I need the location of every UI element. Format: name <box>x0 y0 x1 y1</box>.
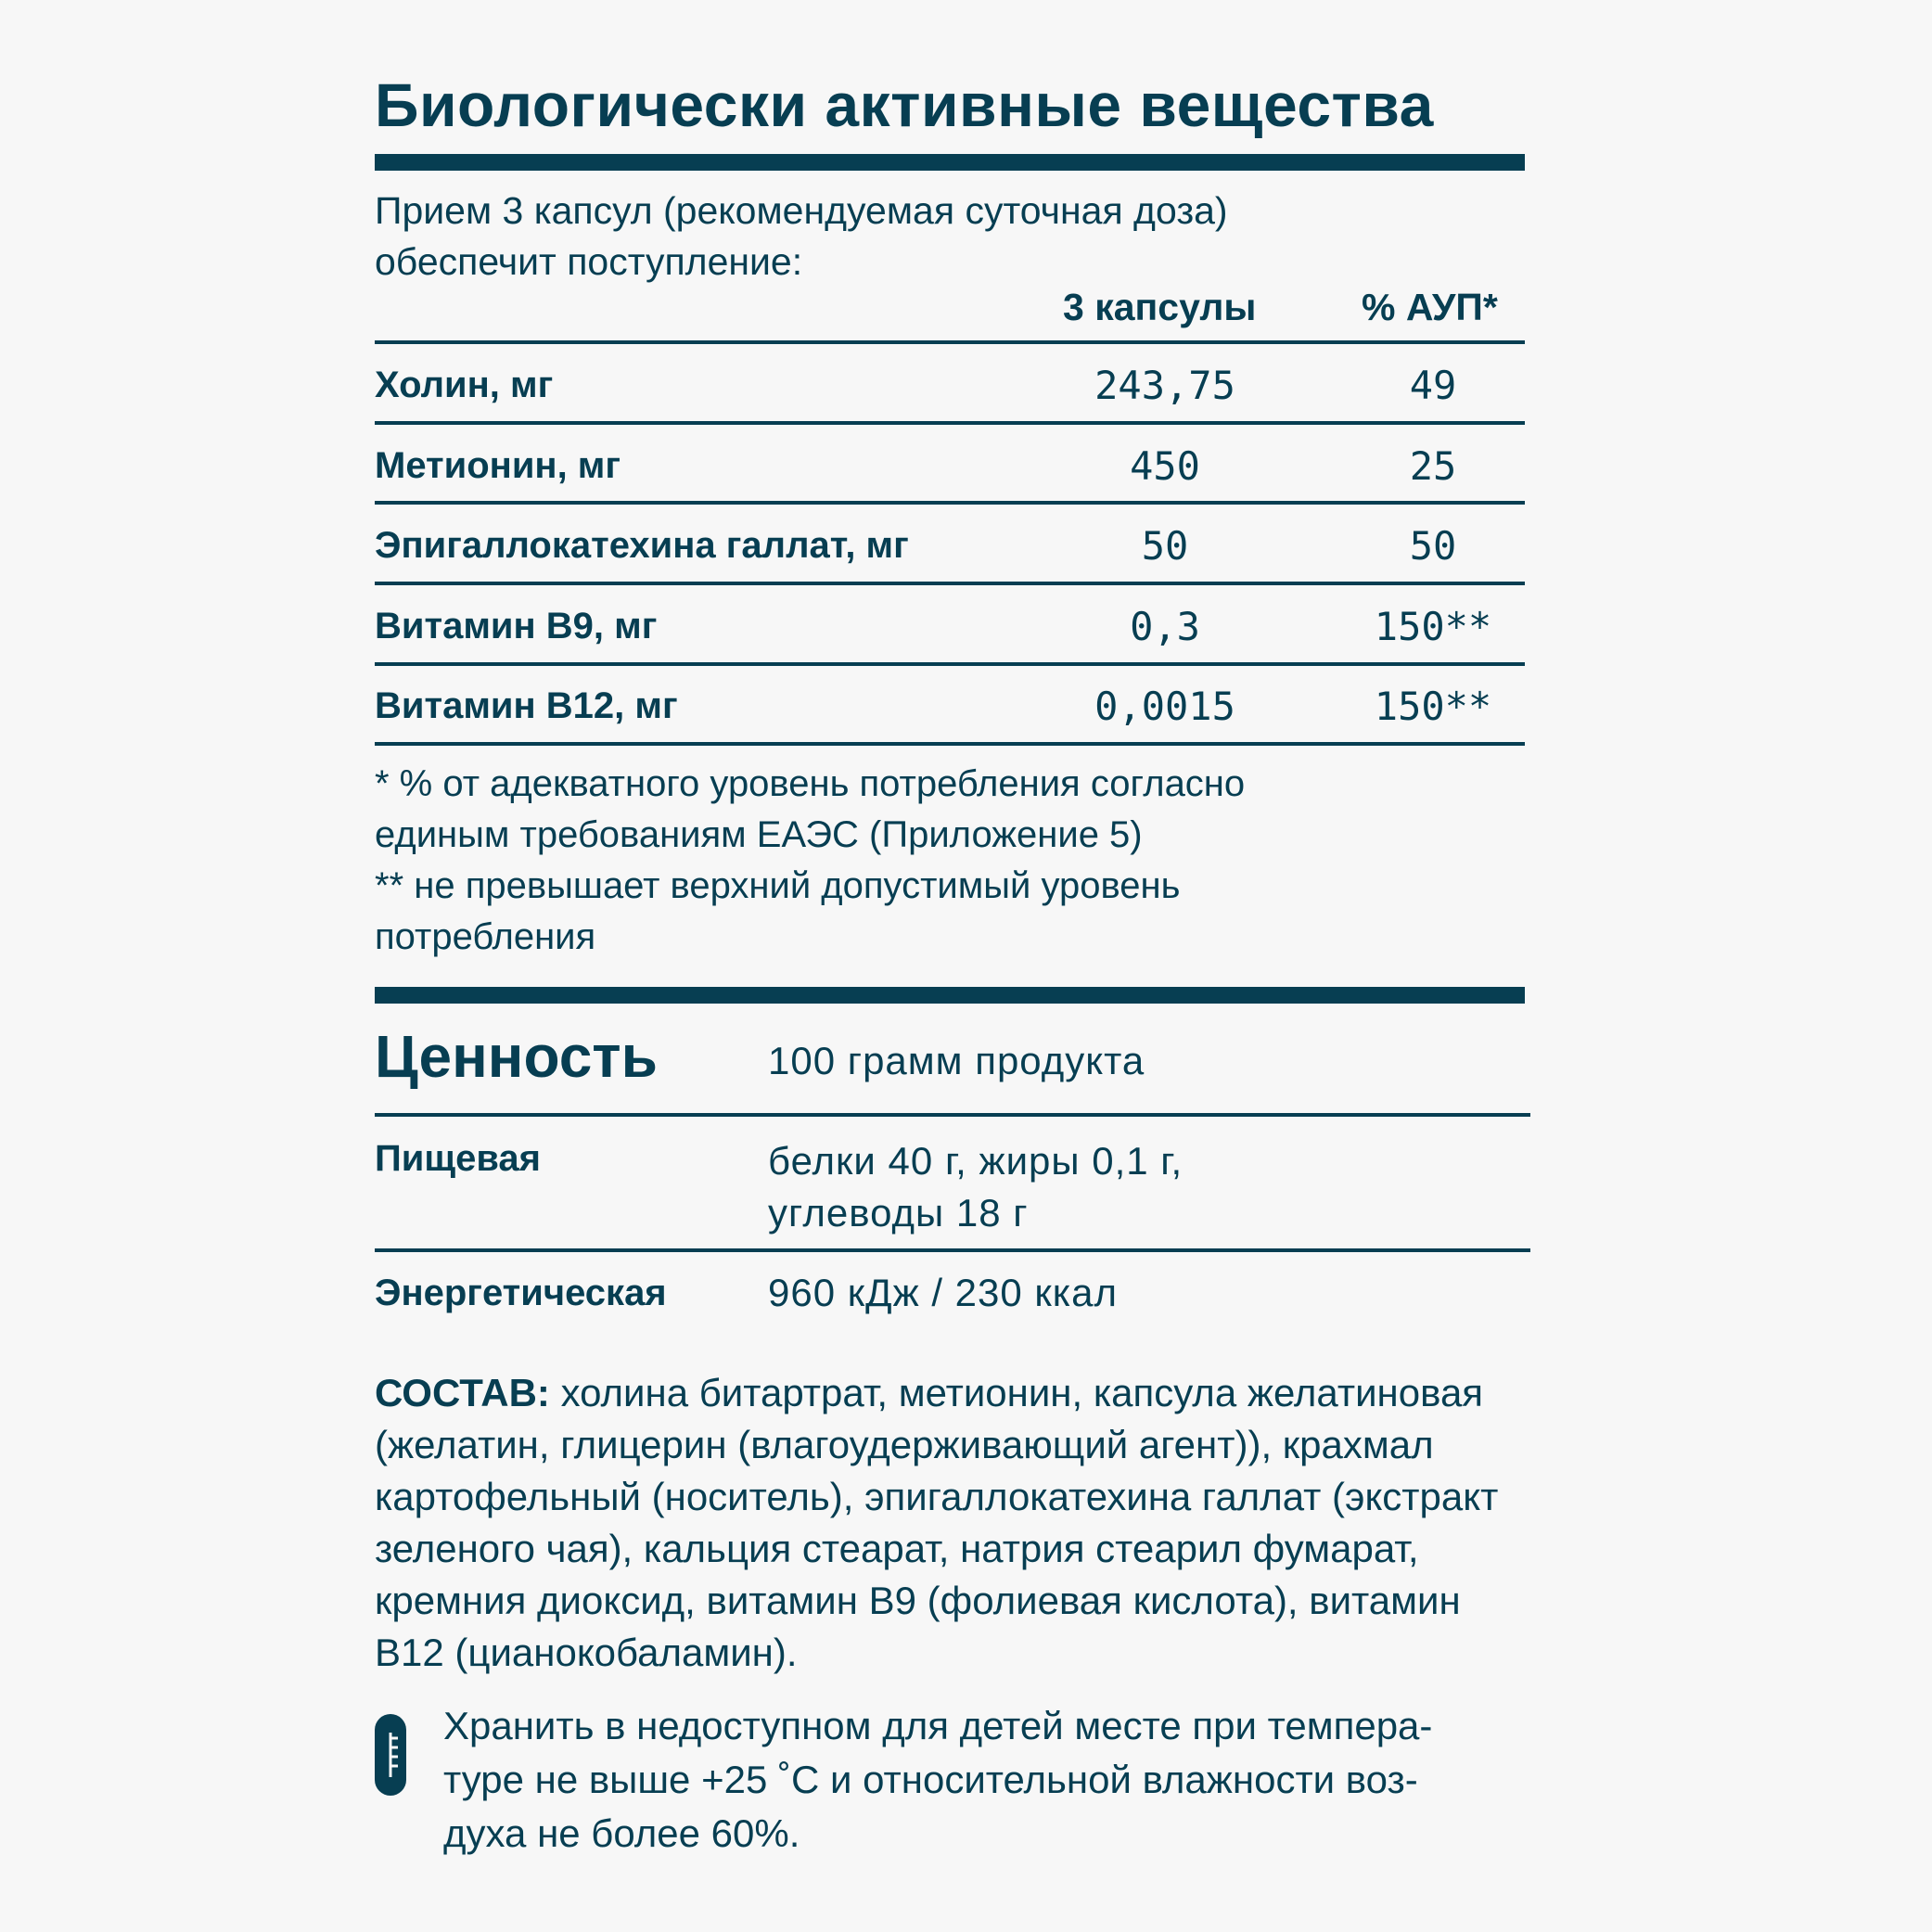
footnote-line: единым требованиям ЕАЭС (Приложение 5) <box>375 814 1143 855</box>
table-row-percent: 150** <box>1374 684 1492 729</box>
table-divider <box>375 742 1525 746</box>
column-header-capsules: 3 капсулы <box>1063 286 1257 328</box>
footnotes <box>375 759 1488 963</box>
table-row-name: Витамин B9, мг <box>375 606 658 646</box>
storage-text <box>443 1699 1538 1861</box>
value-divider <box>375 1113 1530 1117</box>
table-row-amount: 243,75 <box>1094 363 1235 408</box>
energy-value: 960 кДж / 230 ккал <box>768 1271 1118 1314</box>
storage-line: туре не выше +25 ˚С и относительной влажности воз- <box>443 1758 1418 1801</box>
energy-label: Энергетическая <box>375 1273 667 1313</box>
footnote-line: ** не превышает верхний допустимый уровень <box>375 865 1181 906</box>
intro-line: обеспечит поступление: <box>375 240 803 283</box>
value-subtitle: 100 грамм продукта <box>768 1039 1145 1082</box>
table-row-name: Метионин, мг <box>375 445 621 486</box>
intro-text <box>375 186 1395 288</box>
table-divider <box>375 501 1525 505</box>
page-title: Биологически активные вещества <box>375 70 1434 139</box>
footnote-line: потребления <box>375 916 596 957</box>
table-row-percent: 25 <box>1409 443 1457 489</box>
value-title: Ценность <box>375 1023 658 1090</box>
title-divider <box>375 154 1525 171</box>
table-divider <box>375 582 1525 585</box>
intro-line: Прием 3 капсул (рекомендуемая суточная доза) <box>375 189 1228 232</box>
table-row-amount: 450 <box>1130 443 1200 489</box>
composition <box>375 1367 1525 1679</box>
table-row-percent: 49 <box>1409 363 1457 408</box>
nutritional-line: углеводы 18 г <box>768 1191 1029 1235</box>
table-row-percent: 150** <box>1374 604 1492 649</box>
table-row-amount: 50 <box>1141 523 1189 569</box>
column-header-percent: % АУП* <box>1362 286 1498 328</box>
composition-label: СОСТАВ: <box>375 1371 550 1414</box>
table-divider <box>375 421 1525 425</box>
composition-text: холина битартрат, метионин, капсула желатиновая (желатин, глицерин (влагоудерживающий агент)), крахмал картофельный (носитель), эпигаллокатехина галлат (экстракт зеленого чая), кальция стеарат, натрия стеарил фумарат, кремния диоксид, витамин B9 (фолиевая кислота), витамин B12 (цианокобаламин). <box>375 1371 1499 1674</box>
storage-line: духа не более 60%. <box>443 1811 800 1855</box>
nutritional-value <box>768 1135 1183 1239</box>
section-divider <box>375 987 1525 1004</box>
value-divider <box>375 1248 1530 1252</box>
nutritional-line: белки 40 г, жиры 0,1 г, <box>768 1139 1184 1183</box>
table-divider <box>375 662 1525 666</box>
storage-line: Хранить в недоступном для детей месте при темпера- <box>443 1704 1433 1747</box>
table-row-name: Витамин B12, мг <box>375 685 678 726</box>
thermometer-icon <box>375 1714 406 1796</box>
nutritional-label: Пищевая <box>375 1138 541 1179</box>
table-row-amount: 0,0015 <box>1094 684 1235 729</box>
table-row-percent: 50 <box>1409 523 1457 569</box>
footnote-line: * % от адекватного уровень потребления согласно <box>375 763 1246 804</box>
table-row-name: Эпигаллокатехина галлат, мг <box>375 525 909 566</box>
table-divider <box>375 340 1525 344</box>
table-row-name: Холин, мг <box>375 365 554 405</box>
table-row-amount: 0,3 <box>1130 604 1200 649</box>
